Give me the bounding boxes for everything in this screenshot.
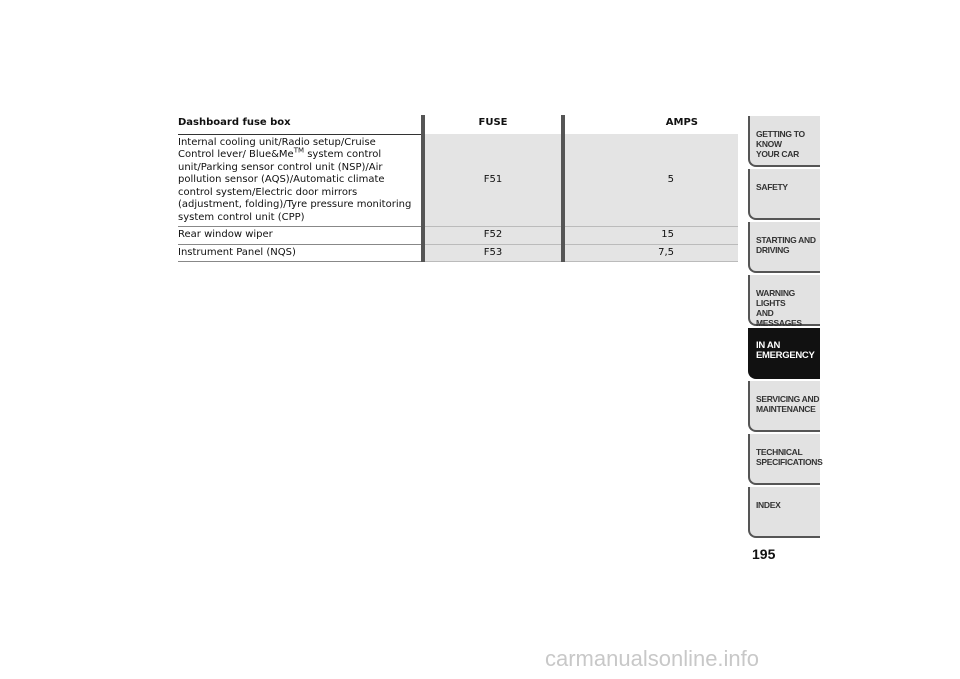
fuse-table [178, 115, 738, 262]
row-fuse: F53 [423, 244, 562, 262]
trademark-superscript: TM [293, 146, 305, 155]
row-fuse: F52 [423, 227, 562, 245]
tab-index[interactable] [748, 487, 820, 538]
row-amps: 5 [563, 134, 738, 227]
table-row [178, 227, 738, 245]
table-row [178, 134, 738, 227]
header-amps: AMPS [563, 115, 738, 134]
tab-label-line1: STARTING AND [756, 235, 816, 245]
row-amps: 15 [563, 227, 738, 245]
row-amps: 7,5 [563, 244, 738, 262]
row-description: Rear window wiper [178, 227, 423, 245]
tab-technical-specifications[interactable] [748, 434, 823, 485]
tab-label-line1: WARNING LIGHTS [756, 288, 795, 308]
tab-label-line2: MAINTENANCE [756, 404, 816, 414]
tab-label-line1: GETTING TO KNOW [756, 129, 805, 149]
header-description: Dashboard fuse box [178, 117, 291, 128]
tab-label-line2: SPECIFICATIONS [756, 457, 823, 467]
chapter-tabs [748, 116, 823, 540]
tab-label-line1: TECHNICAL [756, 447, 803, 457]
fuse-table-container [178, 115, 738, 262]
row-description: Instrument Panel (NQS) [178, 244, 423, 262]
tab-label-line1: IN AN [756, 340, 781, 351]
tab-safety[interactable] [748, 169, 820, 220]
table-header-row [178, 115, 738, 134]
tab-label-line2: YOUR CAR [756, 149, 799, 159]
tab-label-line1: INDEX [756, 500, 781, 510]
row-description-part1: Internal cooling unit/Radio setup/Cruise Control lever/ Blue&Me [178, 136, 376, 160]
tab-warning-lights-and-messages[interactable] [748, 275, 820, 326]
row-fuse: F51 [423, 134, 562, 227]
tab-in-an-emergency[interactable] [748, 328, 820, 379]
tab-label-line2: DRIVING [756, 245, 790, 255]
tab-getting-to-know-your-car[interactable] [748, 116, 820, 167]
page-number: 195 [752, 546, 776, 562]
tab-servicing-and-maintenance[interactable] [748, 381, 820, 432]
tab-label-line2: EMERGENCY [756, 350, 815, 361]
table-row [178, 244, 738, 262]
watermark: carmanualsonline.info [545, 646, 760, 671]
row-description [178, 134, 423, 227]
tab-starting-and-driving[interactable] [748, 222, 820, 273]
tab-label-line1: SAFETY [756, 182, 788, 192]
header-fuse: FUSE [423, 115, 562, 134]
tab-label-line1: SERVICING AND [756, 394, 820, 404]
tab-label-line2: AND MESSAGES [756, 308, 802, 328]
row-description-part2: system control unit/Parking sensor control unit (NSP)/Air pollution sensor (AQS)/Automatic climate control system/Electric door mirrors (adjustment, folding)/Tyre pressure monitoring system control unit (CPP) [178, 149, 412, 223]
